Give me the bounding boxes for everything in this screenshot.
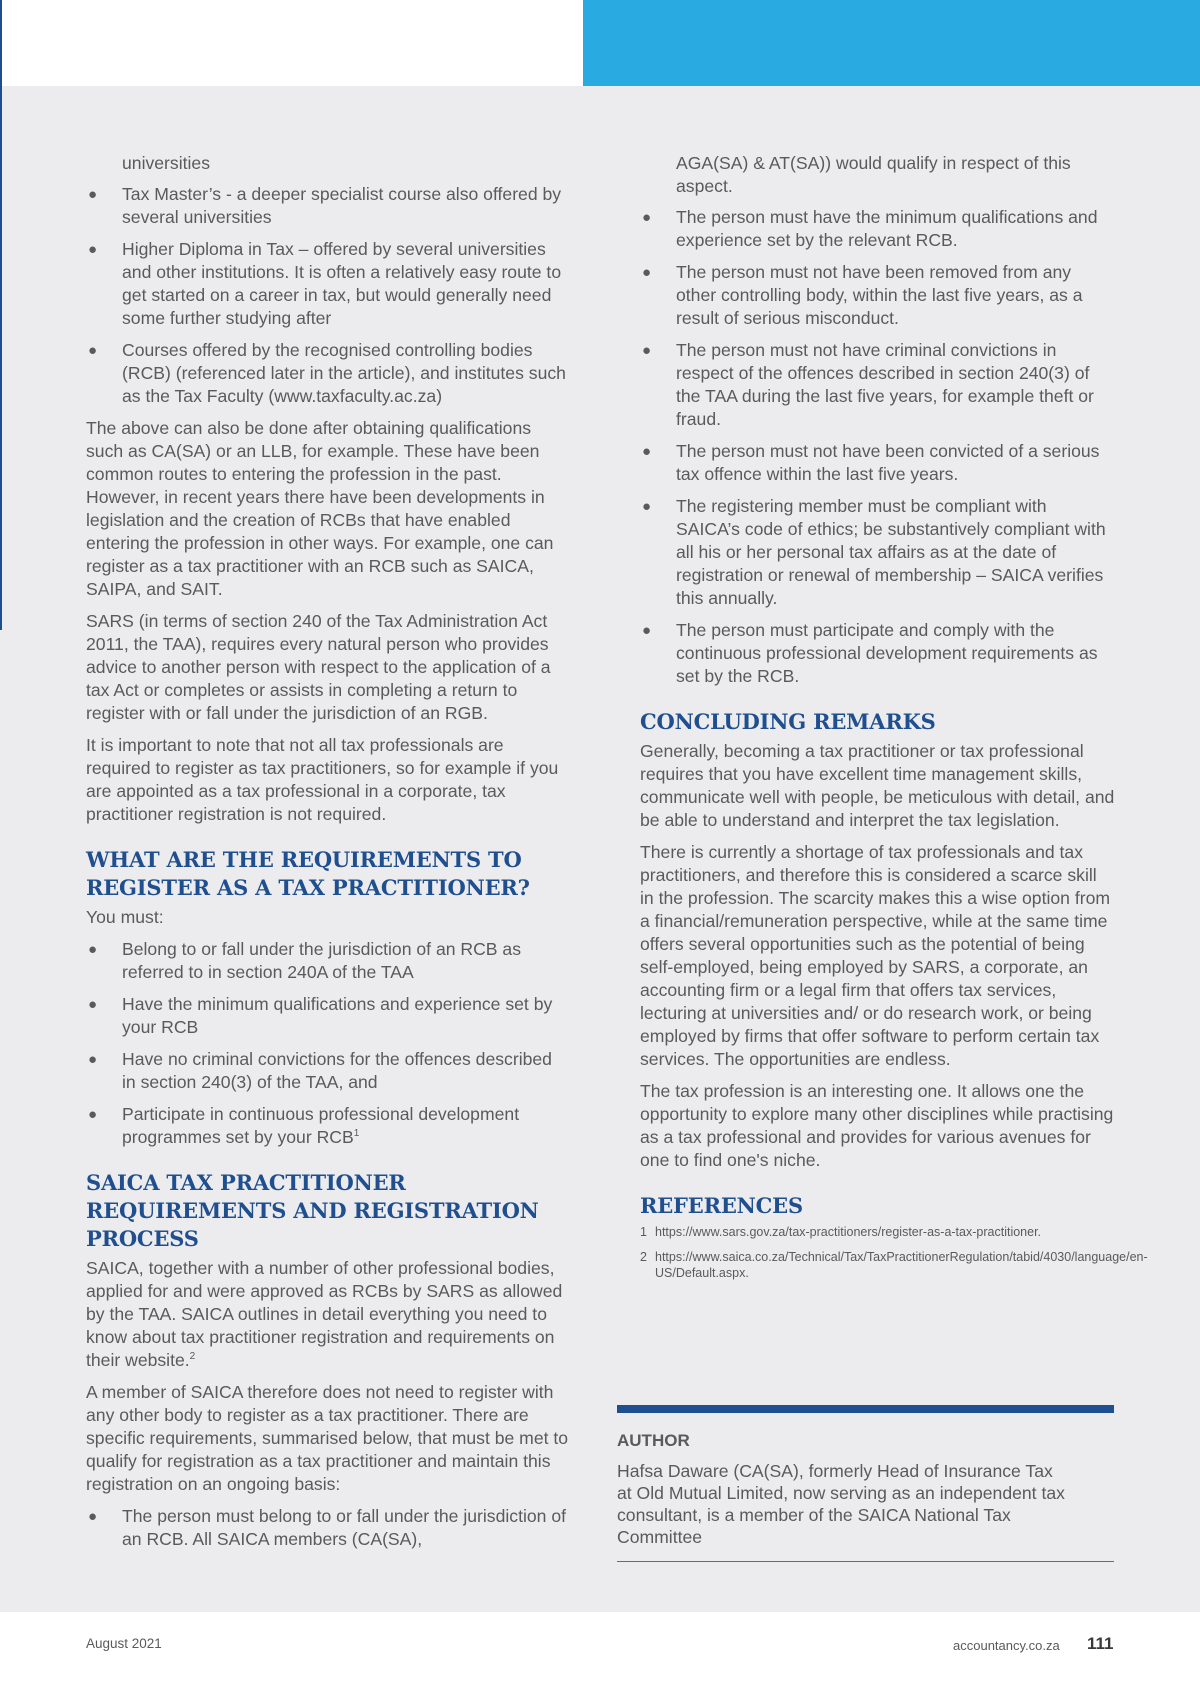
footer-site[interactable]: accountancy.co.za bbox=[953, 1638, 1060, 1653]
list-item: ● Have the minimum qualifications and experience set by your RCB bbox=[88, 994, 553, 1037]
bullet-icon: ● bbox=[88, 996, 98, 1013]
section-heading-references: REFERENCES bbox=[640, 1193, 803, 1218]
reference-item bbox=[640, 1249, 1148, 1281]
reference-link[interactable]: https://www.saica.co.za/Technical/Tax/TaxPractitionerRegulation/tabid/4030/language/en-US/Default.aspx. bbox=[655, 1250, 1148, 1280]
bullet-icon: ● bbox=[642, 342, 652, 359]
footer-date: August 2021 bbox=[86, 1636, 162, 1651]
bullet-icon: ● bbox=[642, 498, 652, 515]
bullet-list-saica-requirements bbox=[640, 206, 1115, 688]
paragraph: There is currently a shortage of tax professionals and tax practitioners, and therefore this is considered a scarce skill in the profession. The scarcity makes this a wise option from a financial/remuneration perspective, while at the same time offers several opportunities such as the potential of being self-employed, being employed by SARS, a corporate, an accounting firm or a legal firm that offers tax services, lecturing at universities and/ or do research work, or being employed by firms that offer software to perform certain tax services. The opportunities are endless. bbox=[640, 842, 1111, 1069]
list-item: ● The person must belong to or fall under the jurisdiction of an RCB. All SAICA members (CA(SA), bbox=[88, 1506, 567, 1549]
left-edge-rule bbox=[0, 0, 2, 630]
bullet-icon: ● bbox=[88, 186, 98, 203]
bullet-icon: ● bbox=[88, 241, 98, 258]
reference-link[interactable]: https://www.sars.gov.za/tax-practitioners/register-as-a-tax-practitioner. bbox=[655, 1225, 1042, 1239]
right-column bbox=[640, 152, 1148, 1290]
bullet-icon: ● bbox=[88, 941, 98, 958]
list-item: ● Tax Master’s - a deeper specialist course also offered by several universities bbox=[88, 184, 562, 227]
footnote-marker: 2 bbox=[189, 1351, 196, 1363]
bullet-icon: ● bbox=[88, 1051, 98, 1068]
section-heading-concluding: CONCLUDING REMARKS bbox=[640, 709, 936, 734]
bullet-list-saica bbox=[86, 1505, 570, 1551]
bullet-icon: ● bbox=[642, 209, 652, 226]
author-bio: Hafsa Daware (CA(SA), formerly Head of Insurance Tax at Old Mutual Limited, now serving as an independent tax consultant, is a member of the SAICA National Tax Committee bbox=[617, 1461, 1065, 1547]
header-band-white bbox=[0, 0, 583, 86]
continued-text: AGA(SA) & AT(SA)) would qualify in respect of this aspect. bbox=[676, 153, 1071, 196]
bullet-icon: ● bbox=[642, 622, 652, 639]
list-item: ● The person must participate and comply with the continuous professional development requirements as set by the RCB. bbox=[642, 620, 1098, 686]
bullet-icon: ● bbox=[88, 1106, 98, 1123]
page-number: 111 bbox=[1087, 1634, 1114, 1653]
continued-text: universities bbox=[122, 153, 211, 173]
left-column bbox=[86, 152, 570, 1560]
paragraph: SAICA, together with a number of other professional bodies, applied for and were approved as RCBs by SARS as allowed by the TAA. SAICA outlines in detail everything you need to know about tax practitioner registration and requirements on their website.$^2$ bbox=[86, 1258, 563, 1370]
list-item: ● Higher Diploma in Tax – offered by several universities and other institutions. It is often a relatively easy route to get started on a career in tax, but would generally need some further studying after bbox=[88, 239, 562, 328]
list-item: ● The person must not have been convicted of a serious tax offence within the last five years. bbox=[642, 441, 1100, 484]
bullet-icon: ● bbox=[642, 443, 652, 460]
paragraph: The tax profession is an interesting one. It allows one the opportunity to explore many other disciplines while practising as a tax professional and provides for various avenues for one to find one's niche. bbox=[640, 1081, 1114, 1170]
list-item: ● Participate in continuous professional development programmes set by your RCB$^1$ bbox=[88, 1104, 520, 1147]
paragraph: You must: bbox=[86, 907, 164, 927]
list-item: ● Courses offered by the recognised controlling bodies (RCB) (referenced later in the article), and institutes such as the Tax Faculty (www.taxfaculty.ac.za) bbox=[88, 340, 566, 406]
list-item: ● The person must not have been removed from any other controlling body, within the last five years, as a result of serious misconduct. bbox=[642, 262, 1083, 328]
author-heading: AUTHOR bbox=[617, 1431, 690, 1450]
paragraph: A member of SAICA therefore does not need to register with any other body to register as a tax practitioner. There are specific requirements, summarised below, that must be met to qualify for registration as a tax practitioner and maintain this registration on an ongoing basis: bbox=[86, 1382, 569, 1494]
paragraph: Generally, becoming a tax practitioner or tax professional requires that you have excellent time management skills, communicate well with people, be meticulous with detail, and be able to understand and interpret the tax legislation. bbox=[640, 741, 1115, 830]
reference-list bbox=[640, 1224, 1148, 1281]
bullet-icon: ● bbox=[88, 1508, 98, 1525]
author-bottom-rule bbox=[617, 1561, 1114, 1562]
list-item: ● Have no criminal convictions for the offences described in section 240(3) of the TAA, and bbox=[88, 1049, 552, 1092]
section-heading-requirements: WHAT ARE THE REQUIREMENTS TO REGISTER AS A TAX PRACTITIONER? bbox=[86, 847, 530, 900]
header-band-blue bbox=[583, 0, 1200, 86]
reference-number: 1 bbox=[640, 1225, 647, 1239]
list-item: ● The person must not have criminal convictions in respect of the offences described in section 240(3) of the TAA during the last five years, for example theft or fraud. bbox=[642, 340, 1094, 429]
bullet-icon: ● bbox=[88, 342, 98, 359]
list-item: ● Belong to or fall under the jurisdiction of an RCB as referred to in section 240A of the TAA bbox=[88, 939, 522, 982]
list-item: ● The person must have the minimum qualifications and experience set by the relevant RCB. bbox=[642, 207, 1098, 250]
section-heading-saica: SAICA TAX PRACTITIONER REQUIREMENTS AND REGISTRATION PROCESS bbox=[86, 1170, 539, 1251]
paragraph: SARS (in terms of section 240 of the Tax Administration Act 2011, the TAA), requires every natural person who provides advice to another person with respect to the application of a tax Act or completes or assists in completing a return to register with or fall under the jurisdiction of an RGB. bbox=[86, 611, 551, 723]
footnote-marker: 1 bbox=[353, 1128, 360, 1140]
paragraph: The above can also be done after obtaining qualifications such as CA(SA) or an LLB, for example. These have been common routes to entering the profession in the past. However, in recent years there have been developments in legislation and the creation of RCBs that have enabled entering the profession in other ways. For example, one can register as a tax practitioner with an RCB such as SAICA, SAIPA, and SAIT. bbox=[86, 418, 554, 599]
bullet-list-education bbox=[86, 183, 570, 408]
author-top-rule bbox=[617, 1405, 1114, 1413]
reference-number: 2 bbox=[640, 1250, 647, 1264]
bullet-icon: ● bbox=[642, 264, 652, 281]
reference-item bbox=[640, 1224, 1115, 1240]
bullet-list-requirements bbox=[86, 938, 570, 1149]
list-item: ● The registering member must be compliant with SAICA’s code of ethics; be substantively compliant with all his or her personal tax affairs as at the date of registration or renewal of membership – SAICA verifies this annually. bbox=[642, 496, 1106, 608]
paragraph: It is important to note that not all tax professionals are required to register as tax practitioners, so for example if you are appointed as a tax professional in a corporate, tax practitioner registration is not required. bbox=[86, 735, 559, 824]
